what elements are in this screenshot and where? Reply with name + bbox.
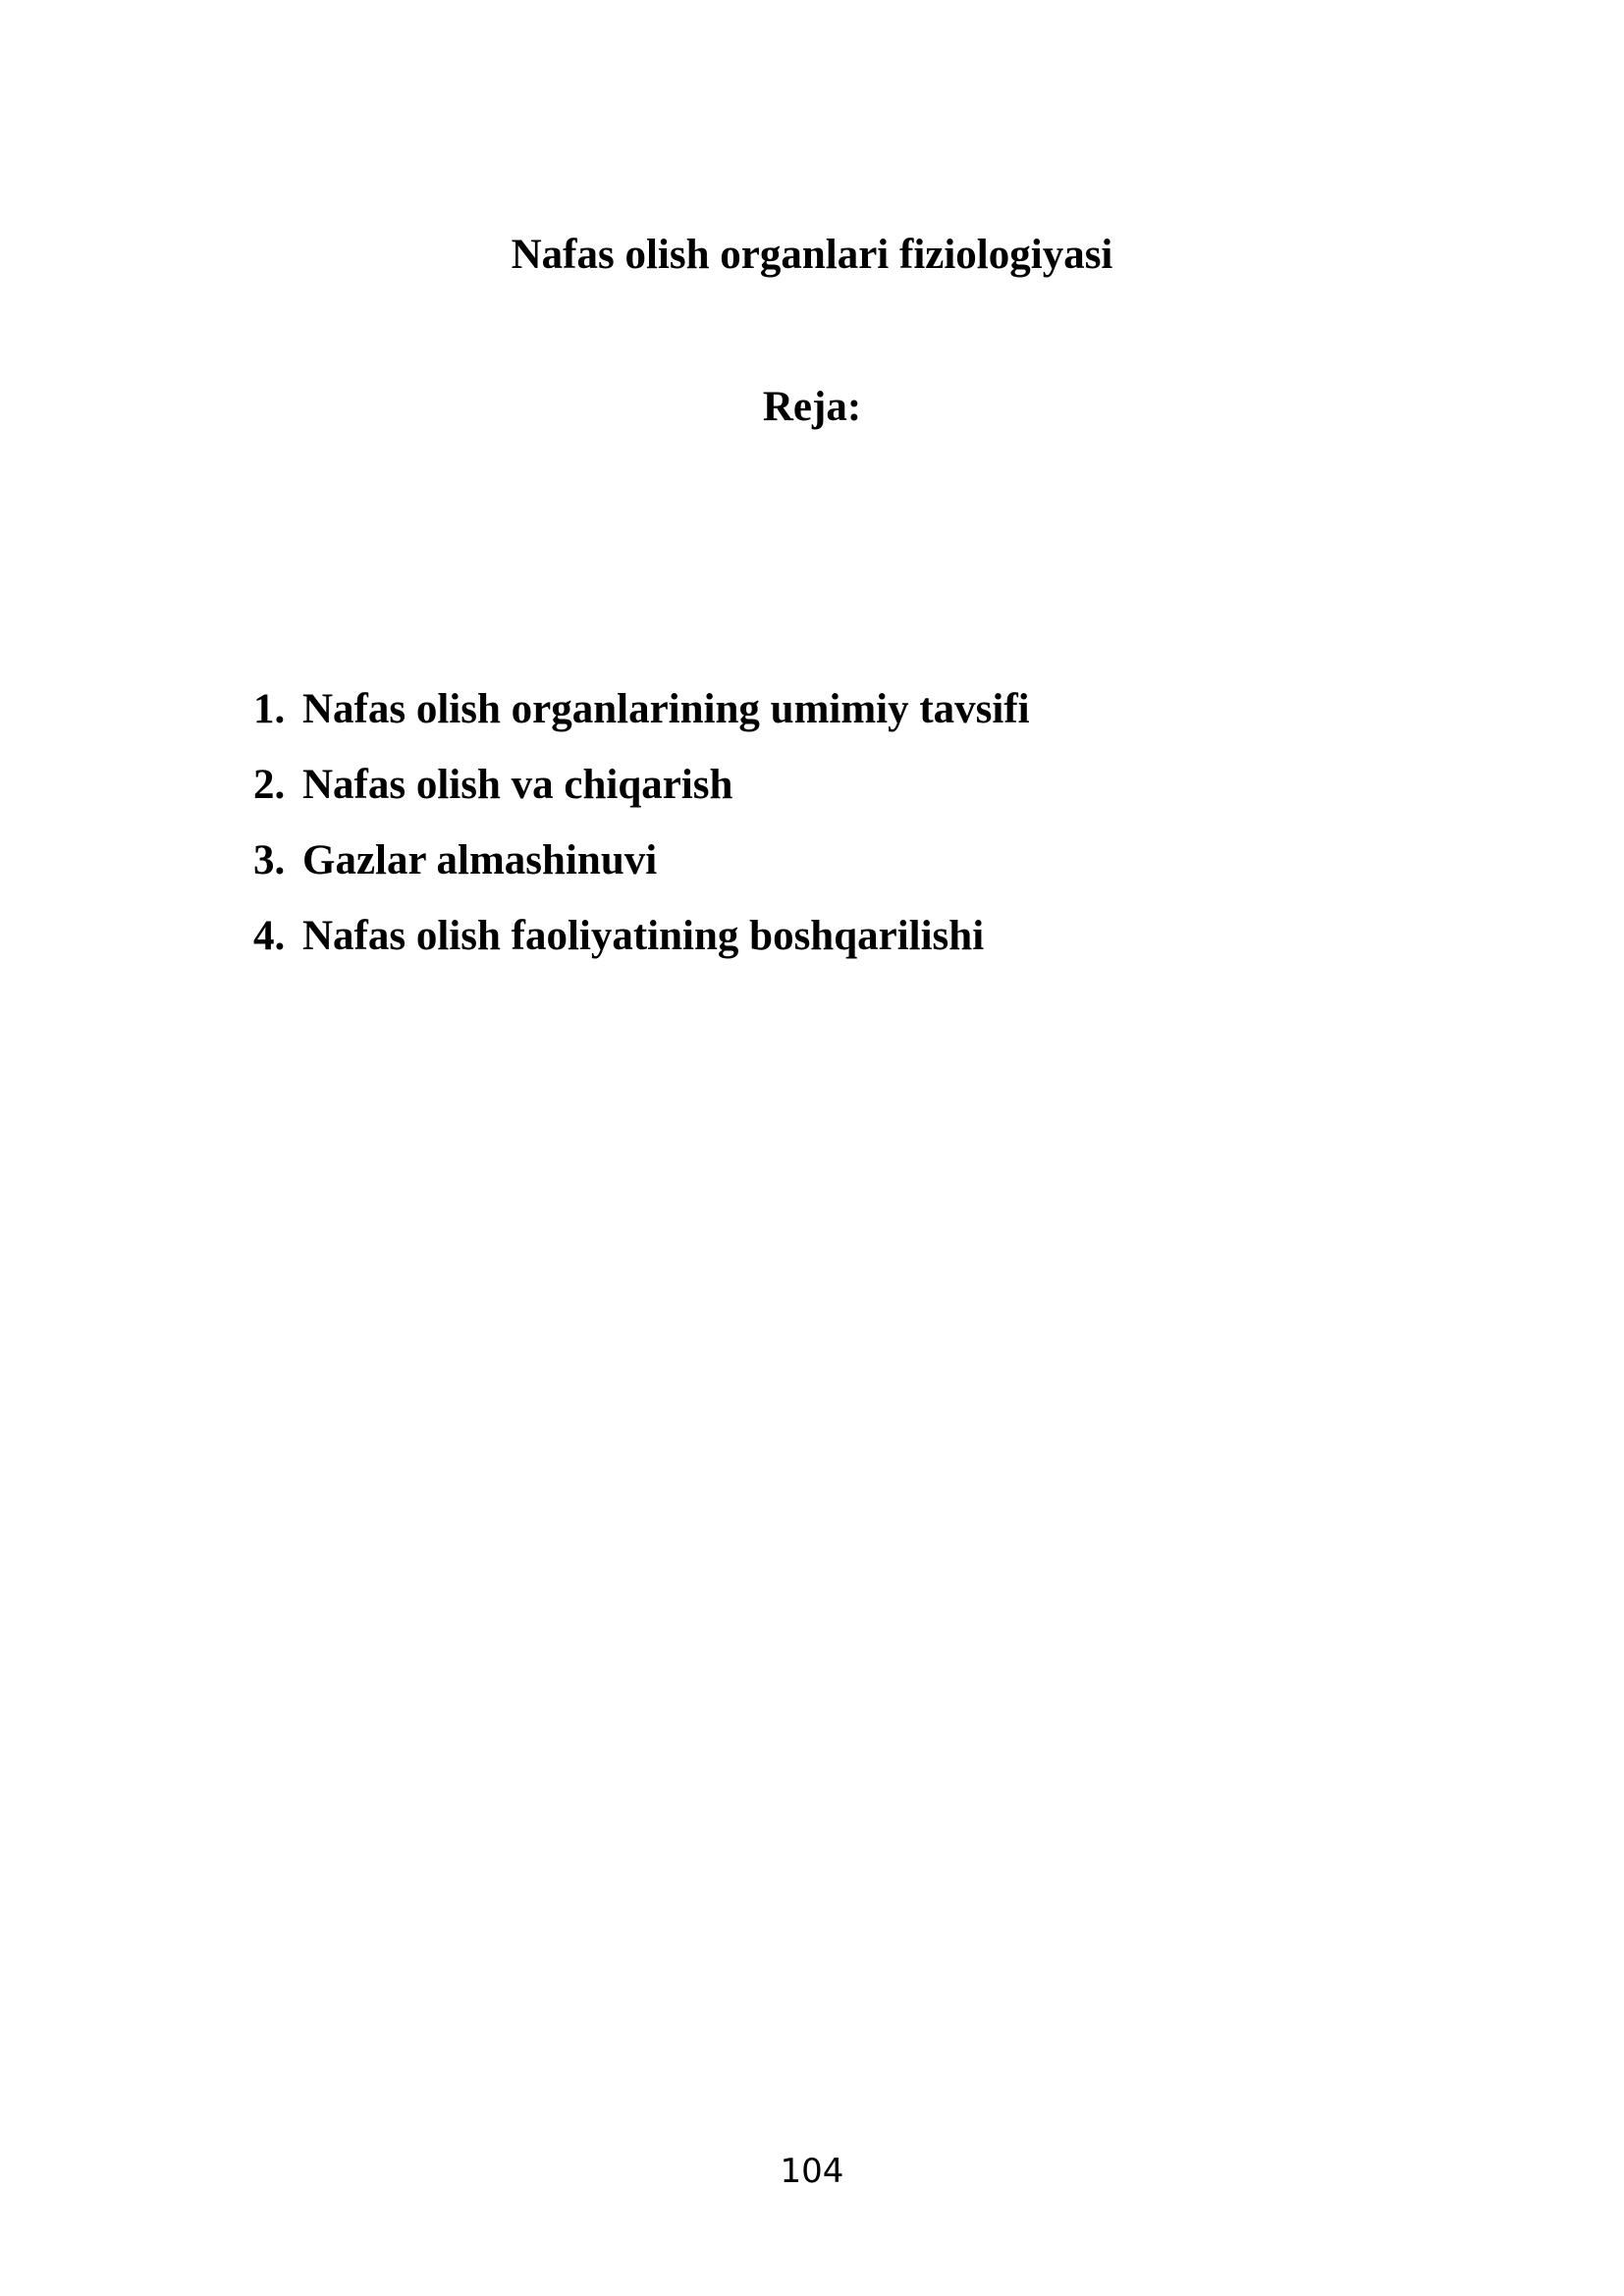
page-number: 104 — [780, 2152, 844, 2191]
plan-item — [253, 833, 1030, 909]
plan-item-text: Nafas olish va chiqarish — [302, 762, 733, 808]
plan-item-number: 2. — [253, 762, 286, 808]
plan-item-number: 4. — [253, 913, 286, 959]
plan-item-number: 3. — [253, 837, 286, 883]
plan-heading: Reja: — [762, 384, 862, 430]
plan-item — [253, 758, 1030, 833]
plan-list — [253, 682, 1030, 985]
plan-item-text: Nafas olish organlarining umimiy tavsifi — [302, 686, 1030, 732]
plan-item — [253, 909, 1030, 985]
plan-item-text: Gazlar almashinuvi — [302, 837, 658, 883]
plan-item-text: Nafas olish faoliyatining boshqarilishi — [302, 913, 985, 959]
plan-item — [253, 682, 1030, 758]
page-title: Nafas olish organlari fiziologiyasi — [511, 232, 1113, 278]
plan-item-number: 1. — [253, 686, 286, 732]
